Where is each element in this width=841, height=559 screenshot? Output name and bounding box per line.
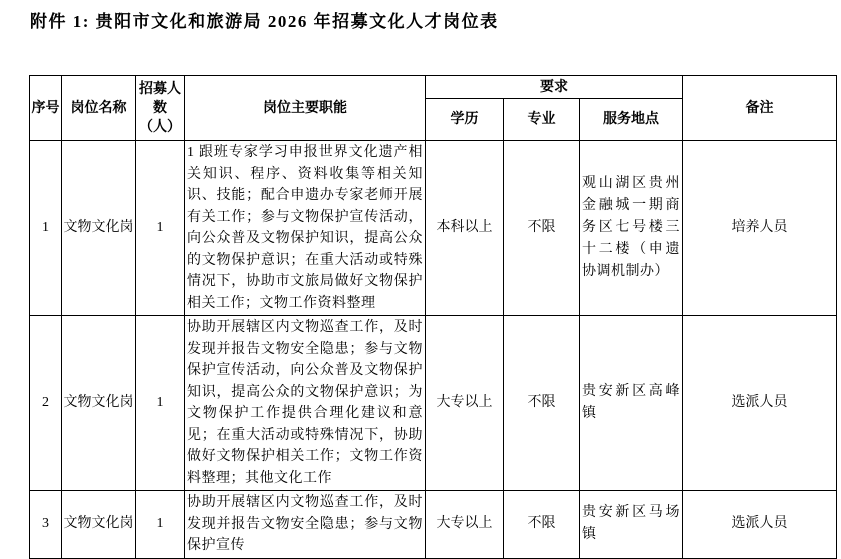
header-education: 学历 bbox=[426, 99, 504, 141]
attachment-title: 附件 1: 贵阳市文化和旅游局 2026 年招募文化人才岗位表 bbox=[30, 12, 499, 31]
header-seq: 序号 bbox=[30, 76, 62, 141]
table-row bbox=[30, 491, 837, 559]
header-position-name: 岗位名称 bbox=[62, 76, 136, 141]
cell-seq: 2 bbox=[30, 316, 62, 491]
cell-remark: 选派人员 bbox=[683, 491, 837, 559]
header-main-duties: 岗位主要职能 bbox=[185, 76, 426, 141]
cell-education: 本科以上 bbox=[426, 141, 504, 316]
cell-duties: 协助开展辖区内文物巡查工作，及时发现并报告文物安全隐患；参与文物保护宣传 bbox=[185, 491, 426, 559]
cell-position: 文物文化岗 bbox=[62, 141, 136, 316]
table-row bbox=[30, 316, 837, 491]
header-service-location: 服务地点 bbox=[580, 99, 683, 141]
table-row bbox=[30, 141, 837, 316]
cell-location: 贵安新区马场镇 bbox=[580, 491, 683, 559]
cell-remark: 培养人员 bbox=[683, 141, 837, 316]
cell-position: 文物文化岗 bbox=[62, 316, 136, 491]
cell-location: 贵安新区高峰镇 bbox=[580, 316, 683, 491]
cell-duties: 协助开展辖区内文物巡查工作，及时发现并报告文物安全隐患；参与文物保护宣传活动，向公众普及文物保护知识，提高公众的文物保护意识；为文物保护工作提供合理化建议和意见；在重大活动或特殊情况下，协助做好文物保护相关工作；文物工作资料整理；其他文化工作 bbox=[185, 316, 426, 491]
header-major: 专业 bbox=[504, 99, 580, 141]
cell-count: 1 bbox=[136, 141, 185, 316]
cell-seq: 3 bbox=[30, 491, 62, 559]
cell-major: 不限 bbox=[504, 141, 580, 316]
cell-count: 1 bbox=[136, 316, 185, 491]
cell-major: 不限 bbox=[504, 316, 580, 491]
recruitment-table bbox=[29, 75, 837, 559]
header-recruit-count: 招募人数（人） bbox=[136, 76, 185, 141]
cell-education: 大专以上 bbox=[426, 316, 504, 491]
header-remark: 备注 bbox=[683, 76, 837, 141]
cell-count: 1 bbox=[136, 491, 185, 559]
cell-major: 不限 bbox=[504, 491, 580, 559]
cell-remark: 选派人员 bbox=[683, 316, 837, 491]
cell-duties: 1 跟班专家学习申报世界文化遗产相关知识、程序、资料收集等相关知识、技能；配合申遗办专家老师开展有关工作；参与文物保护宣传活动，向公众普及文物保护知识，提高公众的文物保护意识；在重大活动或特殊情况下，协助市文旅局做好文物保护相关工作；文物工作资料整理 bbox=[185, 141, 426, 316]
header-requirements: 要求 bbox=[426, 76, 683, 99]
cell-location: 观山湖区贵州金融城一期商务区七号楼三十二楼（申遗协调机制办） bbox=[580, 141, 683, 316]
cell-position: 文物文化岗 bbox=[62, 491, 136, 559]
cell-seq: 1 bbox=[30, 141, 62, 316]
cell-education: 大专以上 bbox=[426, 491, 504, 559]
